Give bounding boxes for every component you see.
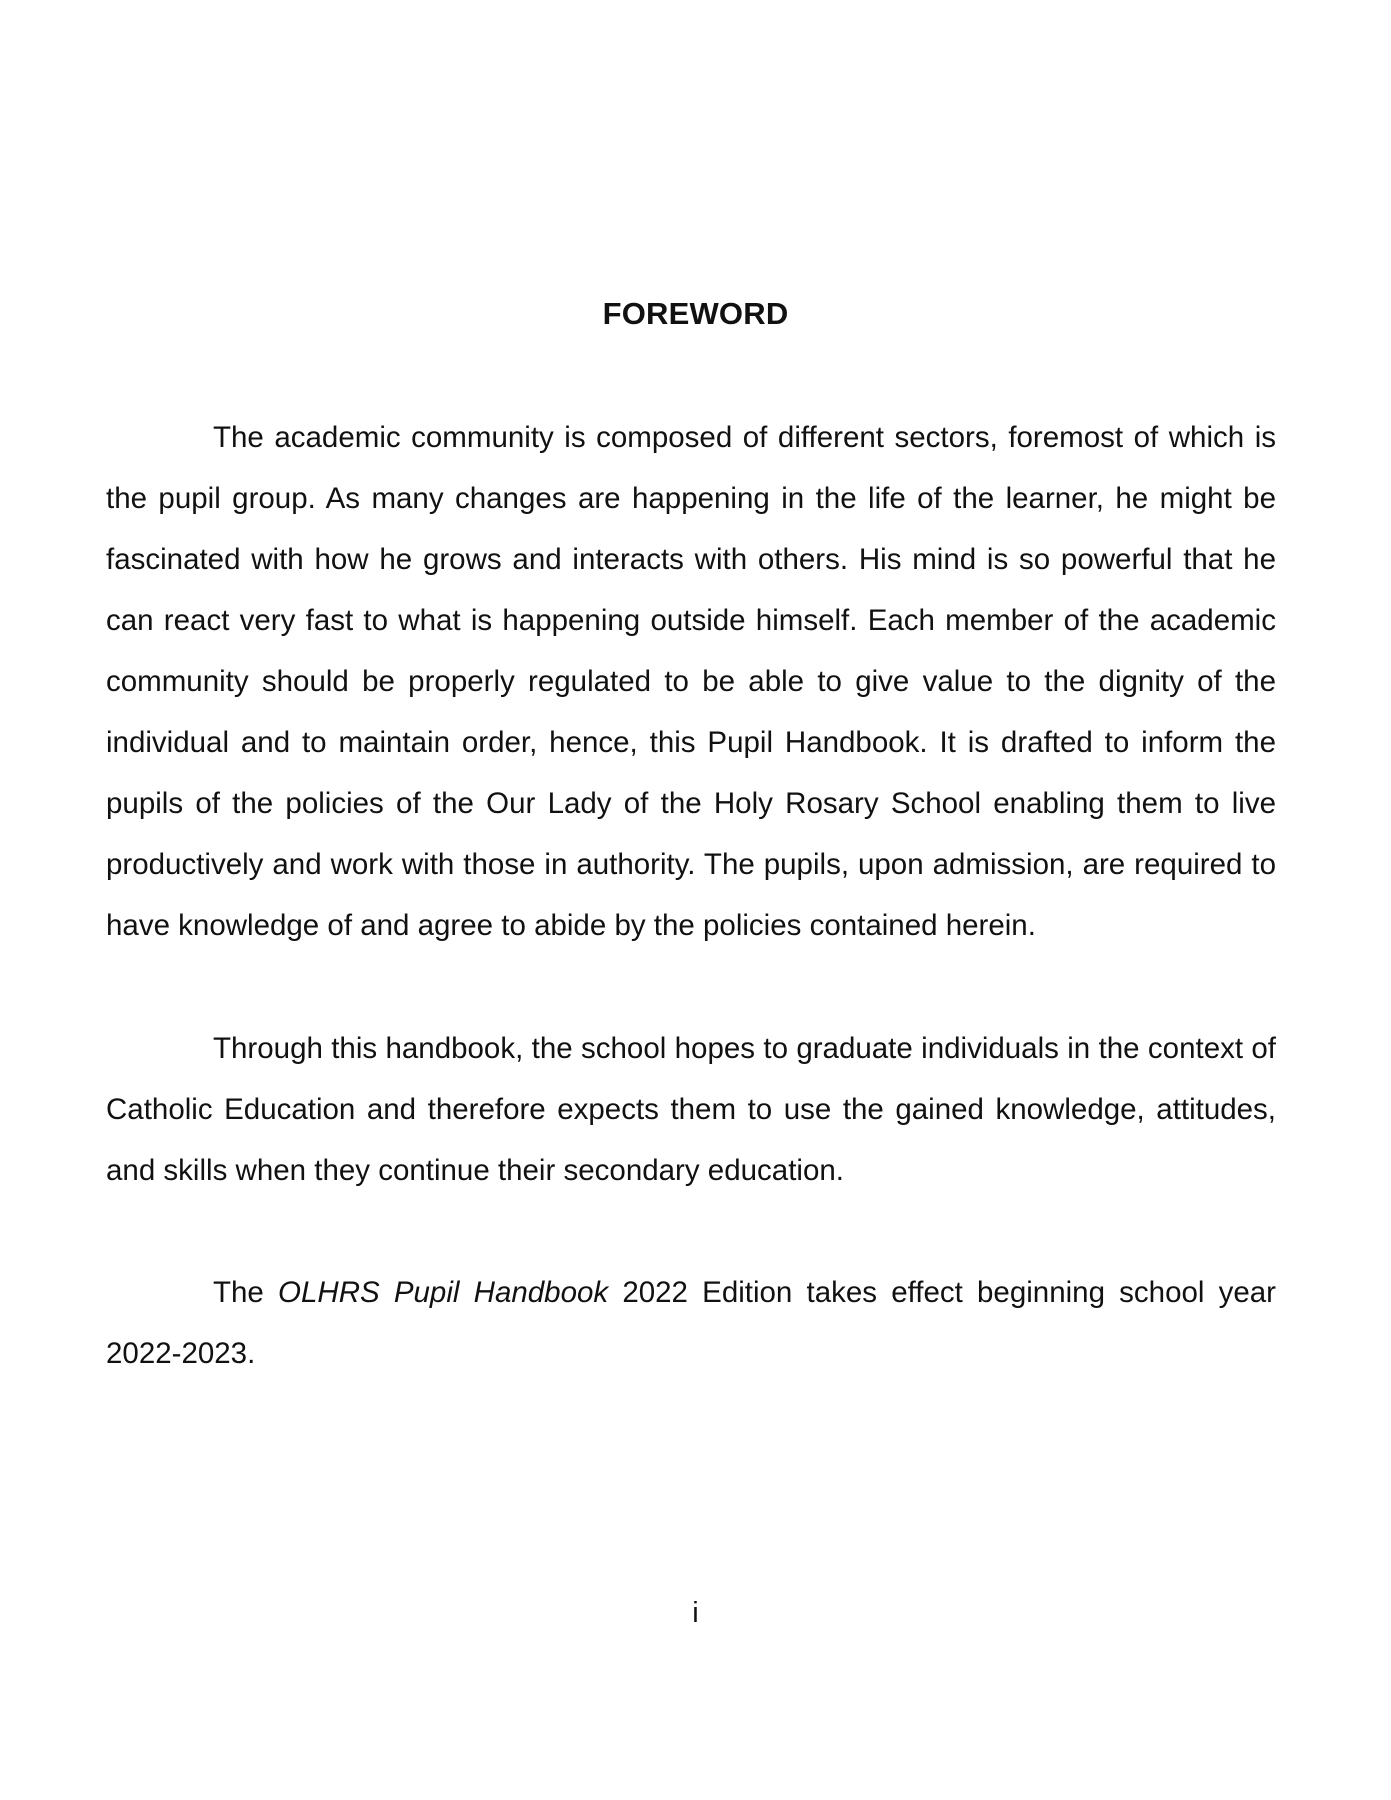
body-paragraph-3 bbox=[106, 1262, 1276, 1384]
closing-text-after: 2022 Edition takes effect beginning school year 2022-2023. bbox=[106, 1276, 1277, 1370]
handbook-title-italic: OLHRS Pupil Handbook bbox=[278, 1276, 609, 1309]
closing-paragraph bbox=[106, 1262, 1276, 1384]
closing-text-before: The bbox=[213, 1276, 279, 1309]
body-paragraph-1 bbox=[106, 407, 1276, 956]
page-title: FOREWORD bbox=[602, 296, 789, 331]
page-number: i bbox=[692, 1597, 699, 1629]
body-paragraph-2 bbox=[106, 1018, 1276, 1201]
paragraph-text: Through this handbook, the school hopes to graduate individuals in the context of Catholic Education and therefore expects them to use the gained knowledge, attitudes, and skills when they continue their secondary education. bbox=[106, 1032, 1276, 1187]
paragraph-text: The academic community is composed of different sectors, foremost of which is the pupil group. As many changes are happening in the life of the learner, he might be fascinated with how he grows and interacts with others. His mind is so powerful that he can react very fast to what is happening outside himself. Each member of the academic community should be properly regulated to be able to give value to the dignity of the individual and to maintain order, hence, this Pupil Handbook. It is drafted to inform the pupils of the policies of the Our Lady of the Holy Rosary School enabling them to live productively and work with those in authority. The pupils, upon admission, are required to have knowledge of and agree to abide by the policies contained herein. bbox=[106, 421, 1276, 942]
